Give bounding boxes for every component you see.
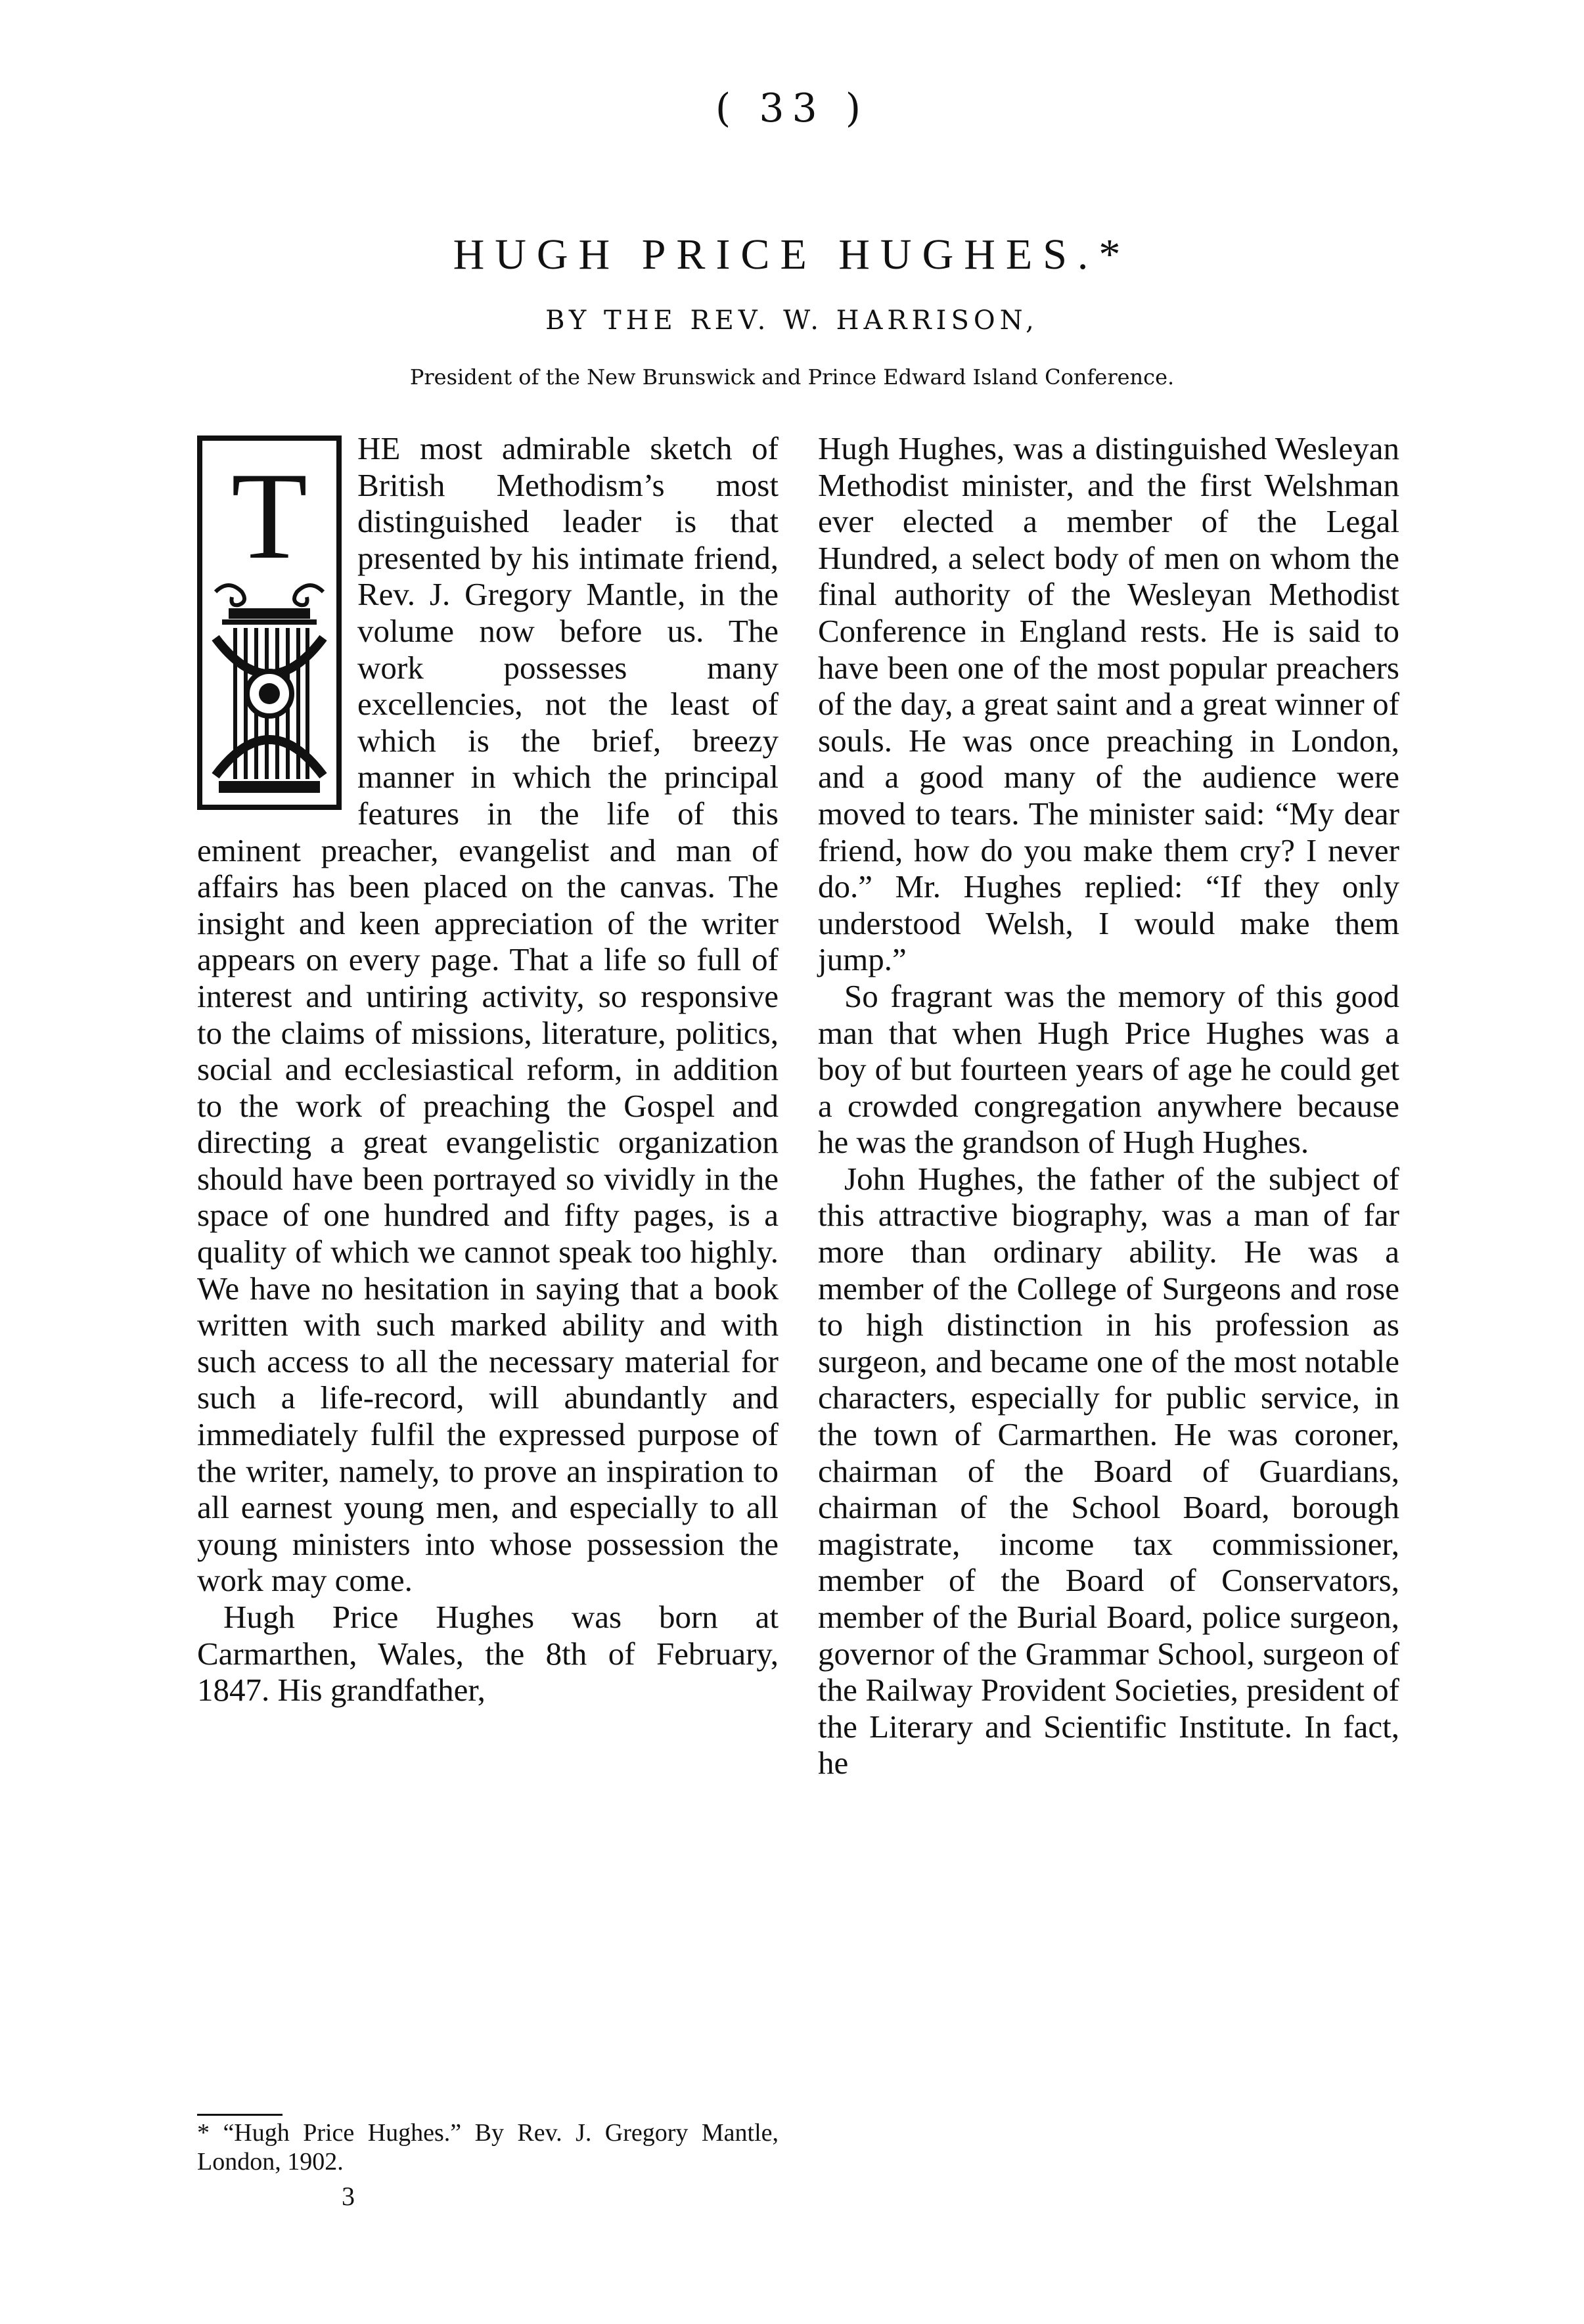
ornamental-column-icon (209, 579, 330, 795)
left-column (197, 430, 779, 1709)
signature-mark: 3 (342, 2181, 355, 2211)
drop-cap (197, 436, 342, 810)
right-column (818, 430, 1399, 1781)
footnote: * “Hugh Price Hughes.” By Rev. J. Gregory Mantle, London, 1902. (197, 2119, 779, 2176)
affiliation: President of the New Brunswick and Prince Edward Island Conference. (409, 365, 1175, 390)
page-number: ( 33 ) (715, 85, 869, 131)
paragraph: HE most admirable sketch of British Methodism’s most distinguished leader is that presented by his intimate friend, Rev. J. Gregory Mantle, in the volume now before us. The work possesses many excellencies, not the least of which is the brief, breezy manner in which the principal features in the life of this eminent preacher, evangelist and man of affairs has been placed on the canvas. The insight and keen appreciation of the writer appears on every page. That a life so full of interest and untiring activity, so responsive to the claims of missions, literature, politics, social and ecclesiastical reform, in addition to the work of preaching the Gospel and directing a great evangelistic organization should have been portrayed so vividly in the space of one hundred and fifty pages, is a quality of which we cannot speak too highly. We have no hesitation in saying that a book written with such marked ability and with such access to all the necessary material for such a life-record, will abundantly and immediately fulfil the expressed purpose of the writer, namely, to prove an inspiration to all earnest young men, and especially to all young ministers into whose possession the work may come. (197, 430, 779, 1599)
paragraph: So fragrant was the memory of this good man that when Hugh Price Hughes was a boy of but fourteen years of age he could get a crowded congregation anywhere because he was the grandson of Hugh Hughes. (818, 977, 1399, 1161)
footnote-rule (197, 2114, 283, 2116)
paragraph: Hugh Hughes, was a distinguished Wesleyan Methodist minister, and the first Welshman ever elected a member of the Legal Hundred, a select body of men on whom the final authority of the Wesleyan Methodist Conference in England rests. He is said to have been one of the most popular preachers of the day, a great saint and a great winner of souls. He was once preaching in London, and a good many of the audience were moved to tears. The minister said: “My dear friend, how do you make them cry? I never do.” Mr. Hughes replied: “If they only understood Welsh, I would make them jump.” (818, 430, 1399, 978)
byline: BY THE REV. W. HARRISON, (545, 305, 1039, 336)
article-title: HUGH PRICE HUGHES.* (453, 231, 1131, 279)
paragraph: John Hughes, the father of the subject of this attractive biography, was a man of far more than ordinary ability. He was a member of the College of Surgeons and rose to high distinction in his profession as surgeon, and became one of the most notable characters, especially for public service, in the town of Carmarthen. He was coroner, chairman of the Board of Guardians, chairman of the School Board, borough magistrate, income tax commissioner, member of the Board of Conservators, member of the Burial Board, police surgeon, governor of the Grammar School, surgeon of the Railway Provident Societies, president of the Literary and Scientific Institute. In fact, he (818, 1160, 1399, 1781)
paragraph: Hugh Price Hughes was born at Carmarthen, Wales, the 8th of February, 1847. His grandfather, (197, 1599, 779, 1709)
drop-cap-letter: T (231, 447, 308, 585)
